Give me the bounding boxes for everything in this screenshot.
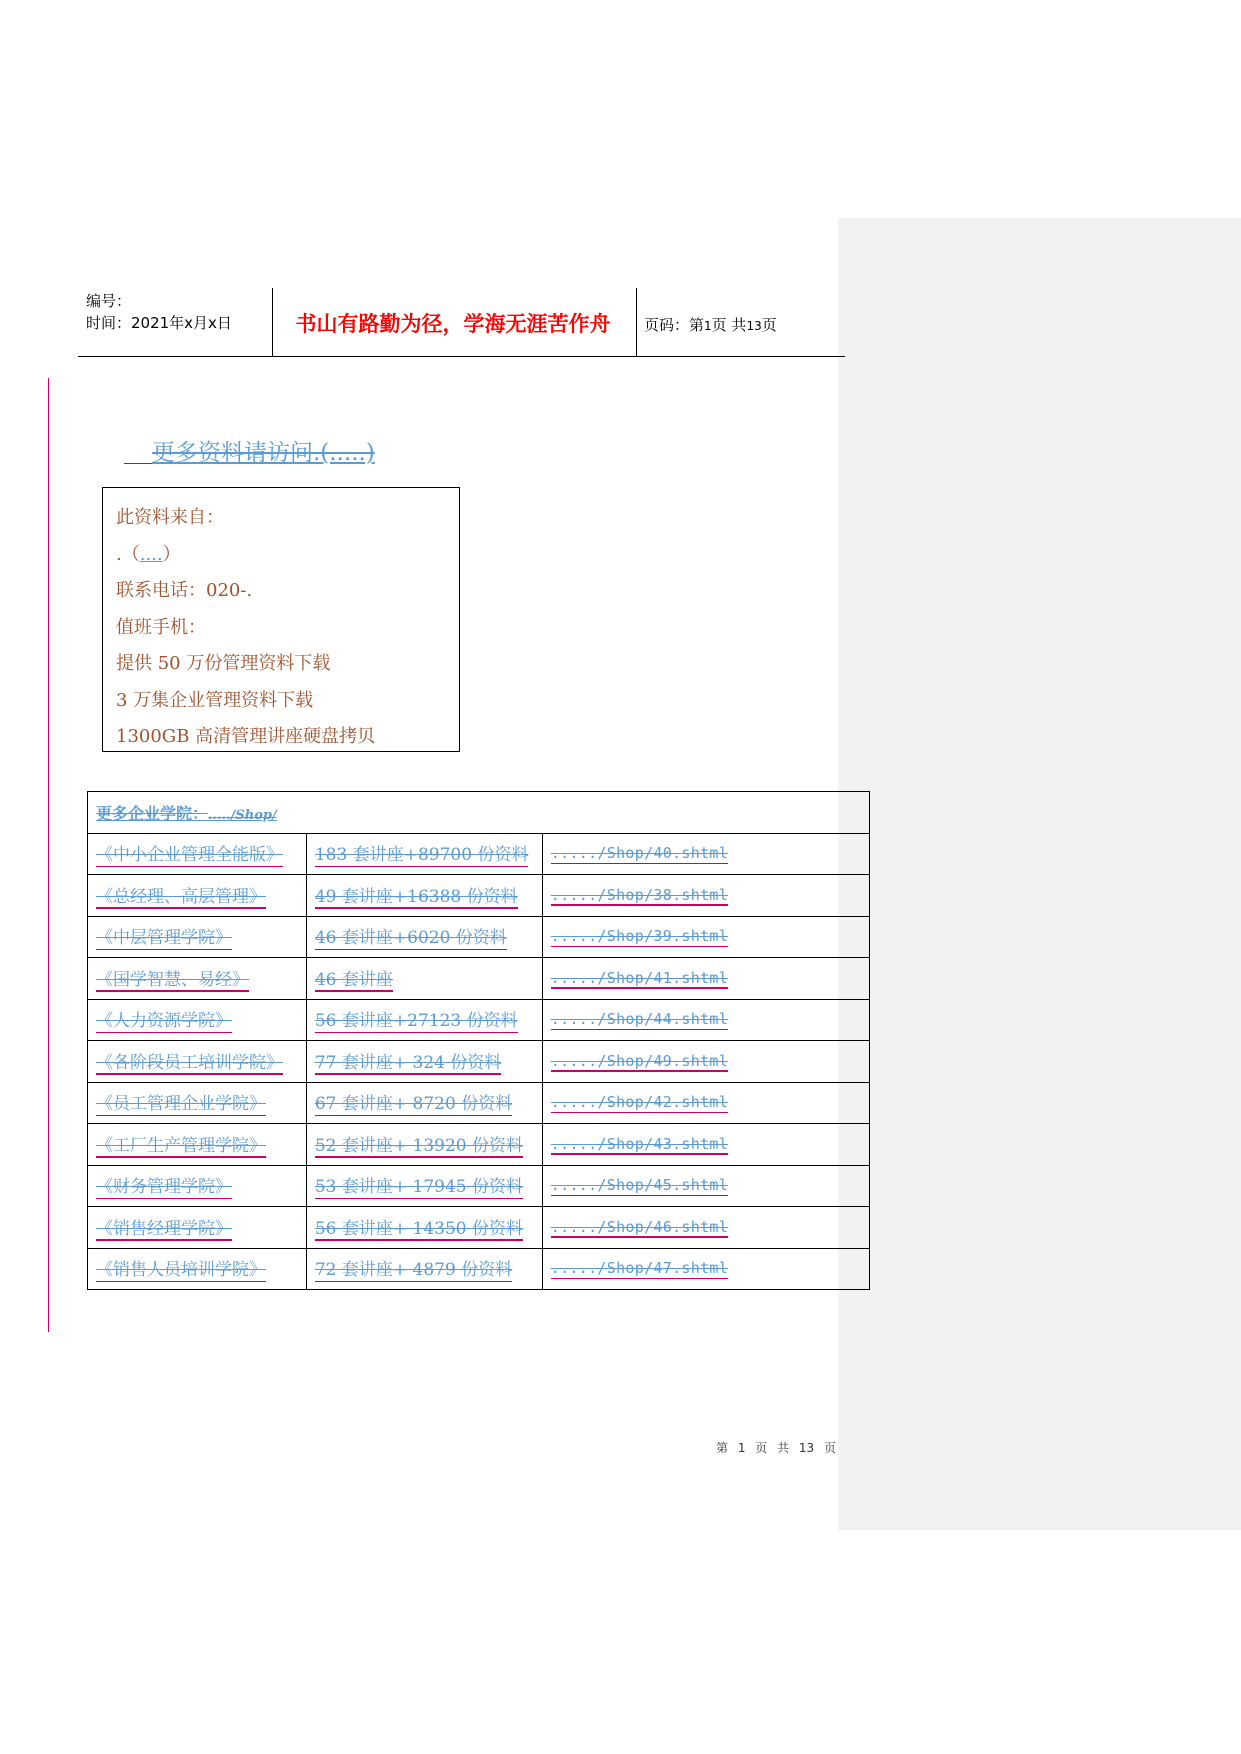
table-row <box>88 958 870 1000</box>
table-cell <box>88 999 307 1041</box>
table-row <box>88 833 870 875</box>
academy-name-link[interactable]: 《销售人员培训学院》 <box>96 1255 266 1282</box>
table-row <box>88 1082 870 1124</box>
table-cell <box>306 1082 542 1124</box>
table-cell <box>542 1082 869 1124</box>
table-cell <box>306 1248 542 1290</box>
academy-url-link[interactable]: ...../Shop/41.shtml <box>550 968 729 987</box>
academy-name-link[interactable]: 《中层管理学院》 <box>96 923 232 950</box>
header-page-info <box>644 314 777 335</box>
header-rule <box>78 356 845 357</box>
table-cell <box>306 999 542 1041</box>
table-cell <box>542 999 869 1041</box>
header-meta <box>86 290 232 334</box>
academy-url-link[interactable]: ...../Shop/39.shtml <box>550 927 729 946</box>
academy-url-link[interactable]: ...../Shop/40.shtml <box>550 844 729 863</box>
source-line <box>116 537 459 574</box>
academy-count-link[interactable]: 183 套讲座+89700 份资料 <box>315 840 529 867</box>
table-row <box>88 999 870 1041</box>
page-end: 页 <box>761 316 777 334</box>
more-resources-link[interactable] <box>124 434 375 467</box>
header-divider <box>636 288 637 356</box>
academy-name-link[interactable]: 《财务管理学院》 <box>96 1172 232 1199</box>
academy-url-link[interactable]: ...../Shop/45.shtml <box>550 1176 729 1195</box>
table-cell <box>306 1124 542 1166</box>
academy-url-link[interactable]: ...../Shop/43.shtml <box>550 1134 729 1153</box>
table-cell <box>306 875 542 917</box>
table-cell <box>306 833 542 875</box>
page-number: 1 <box>704 319 712 333</box>
table-cell <box>88 916 307 958</box>
table-cell <box>306 1041 542 1083</box>
academy-name-link[interactable]: 《总经理、高层管理》 <box>96 882 266 909</box>
academy-count-link[interactable]: 49 套讲座+16388 份资料 <box>315 882 518 909</box>
comment-pane <box>838 218 1241 1530</box>
table-cell <box>306 958 542 1000</box>
table-cell <box>542 833 869 875</box>
table-cell <box>88 833 307 875</box>
table-cell <box>88 1124 307 1166</box>
table-cell <box>88 1165 307 1207</box>
source-label: 此资料来自： <box>116 507 224 528</box>
table-cell <box>88 875 307 917</box>
table-row <box>88 875 870 917</box>
academy-name-link[interactable]: 《国学智慧、易经》 <box>96 965 249 992</box>
academy-title-link[interactable] <box>96 804 277 823</box>
academy-count-link[interactable]: 52 套讲座+ 13920 份资料 <box>315 1131 523 1158</box>
academy-url-link[interactable]: ...../Shop/46.shtml <box>550 1217 729 1236</box>
table-cell <box>542 875 869 917</box>
info-line-1: 提供 50 万份管理资料下载 <box>116 653 331 674</box>
table-cell <box>306 1207 542 1249</box>
academy-name-link[interactable]: 《人力资源学院》 <box>96 1006 232 1033</box>
academy-name-link[interactable]: 《员工管理企业学院》 <box>96 1089 266 1116</box>
page-mid: 页 共 <box>711 316 747 334</box>
source-suffix: ） <box>162 543 181 565</box>
table-cell <box>542 1124 869 1166</box>
time-label: 时间：2021年x月x日 <box>86 314 232 332</box>
table-row <box>88 1248 870 1290</box>
academy-title-row <box>88 792 870 834</box>
academy-title-url: ...../Shop/ <box>208 807 277 823</box>
info-line-3: 1300GB 高清管理讲座硬盘拷贝 <box>116 726 376 747</box>
table-row <box>88 1041 870 1083</box>
table-cell <box>88 1207 307 1249</box>
table-cell <box>542 1207 869 1249</box>
table-cell <box>88 1082 307 1124</box>
table-row <box>88 1165 870 1207</box>
table-cell <box>88 958 307 1000</box>
academy-url-link[interactable]: ...../Shop/47.shtml <box>550 1259 729 1278</box>
academy-title-text: 更多企业学院： <box>96 803 209 823</box>
academy-title-cell <box>88 792 870 834</box>
academy-url-link[interactable]: ...../Shop/49.shtml <box>550 1051 729 1070</box>
number-label: 编号： <box>86 292 132 310</box>
academy-count-link[interactable]: 67 套讲座+ 8720 份资料 <box>315 1089 512 1116</box>
academy-url-link[interactable]: ...../Shop/44.shtml <box>550 1010 729 1029</box>
academy-url-link[interactable]: ...../Shop/38.shtml <box>550 885 729 904</box>
table-cell <box>542 916 869 958</box>
table-cell <box>306 916 542 958</box>
academy-name-link[interactable]: 《各阶段员工培训学院》 <box>96 1048 283 1075</box>
source-link[interactable]: .... <box>139 543 163 565</box>
table-cell <box>88 1041 307 1083</box>
academy-count-link[interactable]: 53 套讲座+ 17945 份资料 <box>315 1172 523 1199</box>
table-row <box>88 1124 870 1166</box>
page-label: 页码：第 <box>644 316 705 334</box>
header-motto: 书山有路勤为径，学海无涯苦作舟 <box>295 311 611 336</box>
table-cell <box>542 1248 869 1290</box>
source-prefix: .（ <box>116 543 140 565</box>
change-bar <box>48 378 49 1332</box>
page-total: 13 <box>746 319 762 333</box>
academy-url-link[interactable]: ...../Shop/42.shtml <box>550 1093 729 1112</box>
more-link-text: 更多资料请访问.(.....) <box>152 440 375 466</box>
academy-name-link[interactable]: 《销售经理学院》 <box>96 1214 232 1241</box>
mobile-line: 值班手机： <box>116 616 206 638</box>
academy-count-link[interactable]: 46 套讲座 <box>315 965 393 992</box>
academy-name-link[interactable]: 《工厂生产管理学院》 <box>96 1131 266 1158</box>
table-cell <box>542 1041 869 1083</box>
info-box <box>102 487 460 752</box>
table-cell <box>542 958 869 1000</box>
academy-count-link[interactable]: 77 套讲座+ 324 份资料 <box>315 1048 502 1075</box>
page-footer: 第 1 页 共 13 页 <box>716 1441 836 1455</box>
table-cell <box>306 1165 542 1207</box>
academy-count-link[interactable]: 46 套讲座+6020 份资料 <box>315 923 507 950</box>
academy-count-link[interactable]: 56 套讲座+ 14350 份资料 <box>315 1214 523 1241</box>
academy-name-link[interactable]: 《中小企业管理全能版》 <box>96 840 283 867</box>
academy-table <box>87 791 870 1290</box>
table-row <box>88 916 870 958</box>
info-line-2: 3 万集企业管理资料下载 <box>116 689 314 711</box>
academy-count-link[interactable]: 56 套讲座+27123 份资料 <box>315 1006 518 1033</box>
table-cell <box>542 1165 869 1207</box>
academy-count-link[interactable]: 72 套讲座+ 4879 份资料 <box>315 1255 512 1282</box>
phone-line: 联系电话：020-. <box>116 580 253 601</box>
table-row <box>88 1207 870 1249</box>
table-cell <box>88 1248 307 1290</box>
link-lead <box>124 445 152 464</box>
